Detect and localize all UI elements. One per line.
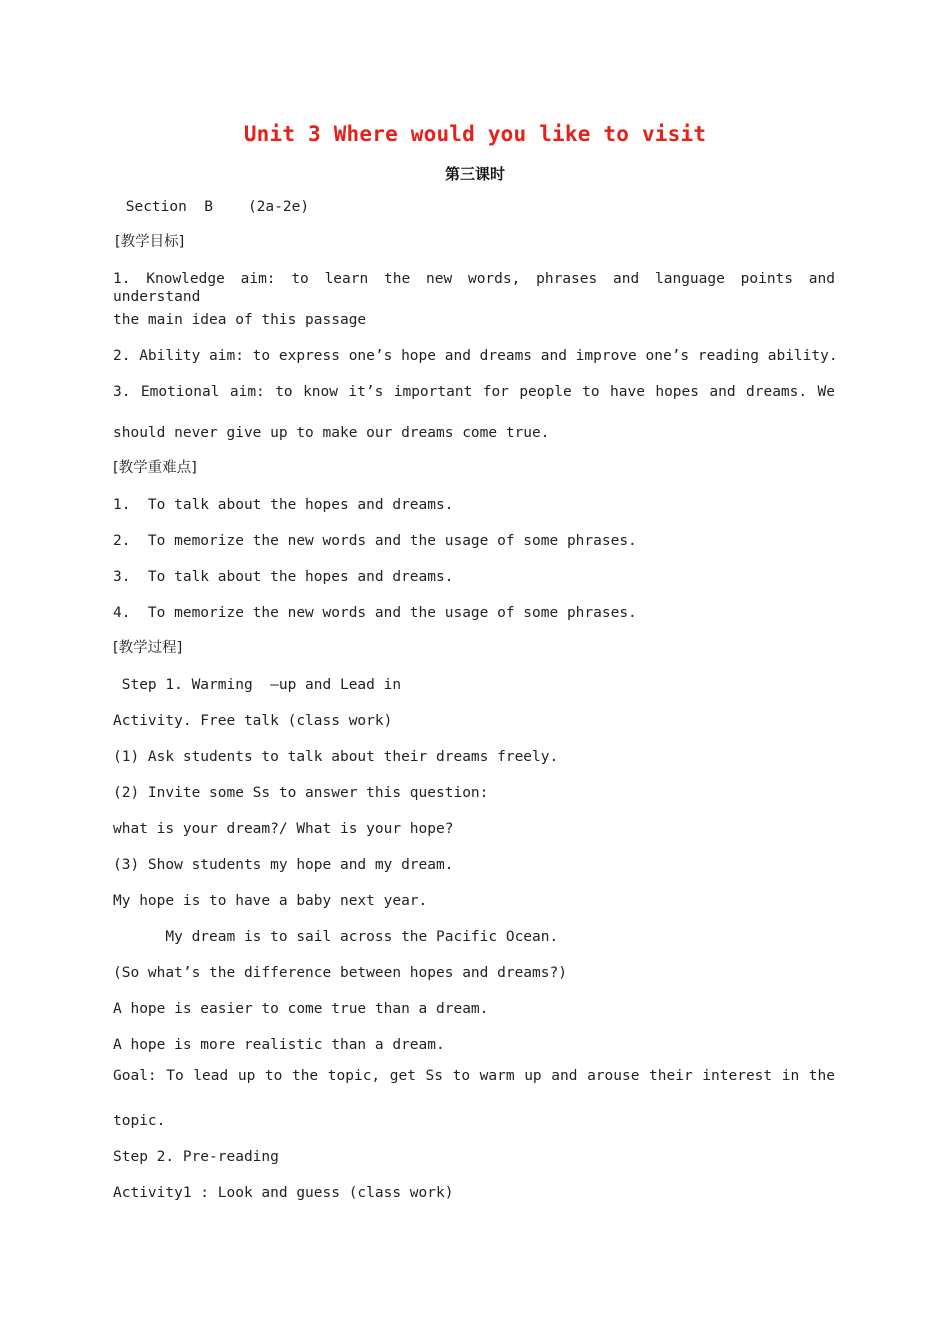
aim-emotional-cont: should never give up to make our dreams come true.	[113, 425, 550, 441]
difference-question: (So what’s the difference between hopes and dreams?)	[113, 965, 567, 981]
aim-ability: 2. Ability aim: to express one’s hope and dreams and improve one’s reading ability.	[113, 348, 838, 364]
goal-line: Goal: To lead up to the topic, get Ss to warm up and arouse their interest in the	[113, 1068, 835, 1084]
heading-key-points: [教学重难点]	[113, 460, 197, 476]
key-point-2: 2. To memorize the new words and the usage of some phrases.	[113, 533, 637, 549]
key-point-3: 3. To talk about the hopes and dreams.	[113, 569, 454, 585]
instruction-3: (3) Show students my hope and my dream.	[113, 857, 454, 873]
step-1-heading: Step 1. Warming –up and Lead in	[113, 677, 402, 693]
example-dream: My dream is to sail across the Pacific Ocean.	[113, 929, 559, 945]
heading-teaching-goals: [教学目标]	[115, 234, 185, 250]
step-2-heading: Step 2. Pre-reading	[113, 1149, 279, 1165]
section-label: Section B (2a-2e)	[117, 199, 310, 215]
lesson-period: 第三课时	[444, 165, 505, 183]
goal-line-cont: topic.	[113, 1113, 166, 1129]
doc-title: Unit 3 Where would you like to visit	[243, 122, 707, 146]
instruction-1: (1) Ask students to talk about their dreams freely.	[113, 749, 559, 765]
aim-knowledge: 1. Knowledge aim: to learn the new words, phrases and language points and understand	[113, 271, 835, 305]
activity-look-guess: Activity1 : Look and guess (class work)	[113, 1185, 454, 1201]
key-point-1: 1. To talk about the hopes and dreams.	[113, 497, 454, 513]
heading-teaching-process: [教学过程]	[113, 640, 183, 656]
question-line: what is your dream?/ What is your hope?	[113, 821, 454, 837]
aim-emotional: 3. Emotional aim: to know it’s important for people to have hopes and dreams. We	[113, 384, 835, 400]
activity-free-talk: Activity. Free talk (class work)	[113, 713, 393, 729]
instruction-2: (2) Invite some Ss to answer this question:	[113, 785, 489, 801]
difference-answer-2: A hope is more realistic than a dream.	[113, 1037, 445, 1053]
aim-knowledge-cont: the main idea of this passage	[113, 312, 367, 328]
difference-answer-1: A hope is easier to come true than a dream.	[113, 1001, 489, 1017]
key-point-4: 4. To memorize the new words and the usage of some phrases.	[113, 605, 637, 621]
example-hope: My hope is to have a baby next year.	[113, 893, 428, 909]
